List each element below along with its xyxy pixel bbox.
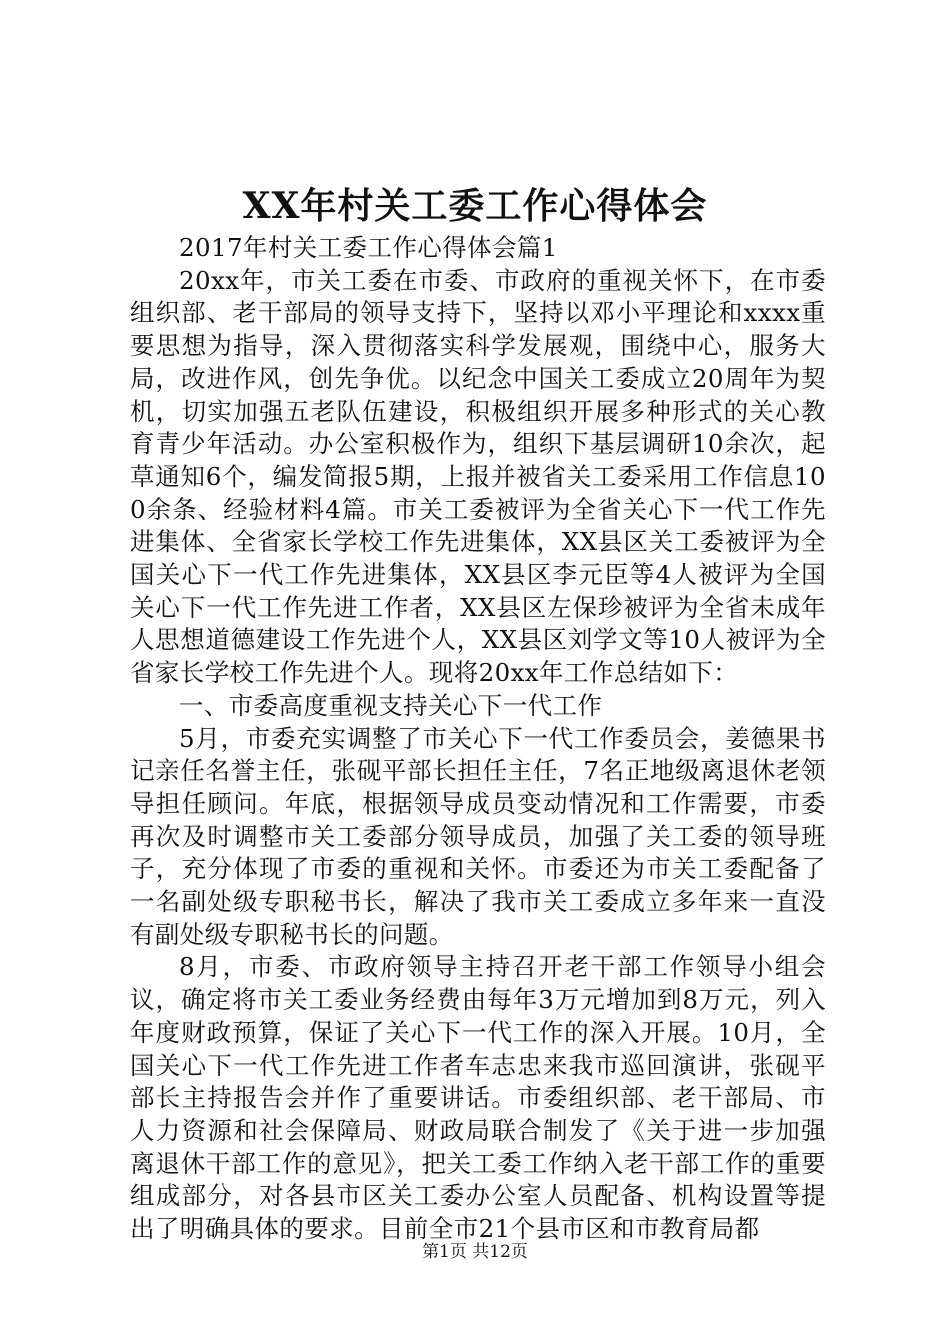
- document-body: [130, 232, 826, 1246]
- page-footer: 第1页 共12页: [422, 1242, 528, 1262]
- section-heading: 一、市委高度重视支持关心下一代工作: [179, 690, 603, 720]
- paragraph: 8月，市委、市政府领导主持召开老干部工作领导小组会议，确定将市关工委业务经费由每年3万元增加到8万元，列入年度财政预算，保证了关心下一代工作的深入开展。10月，全国关心下一代工作先进工作者车志忠来我市巡回演讲，张砚平部长主持报告会并作了重要讲话。市委组织部、老干部局、市人力资源和社会保障局、财政局联合制发了《关于进一步加强离退休干部工作的意见》，把关工委工作纳入老干部工作的重要组成部分，对各县市区关工委办公室人员配备、机构设置等提出了明确具体的要求。目前全市21个县市区和市教育局都: [130, 952, 826, 1244]
- paragraph: 20xx年，市关工委在市委、市政府的重视关怀下，在市委组织部、老干部局的领导支持下，坚持以邓小平理论和xxxx重要思想为指导，深入贯彻落实科学发展观，围绕中心，服务大局，改进作风，创先争优。以纪念中国关工委成立20周年为契机，切实加强五老队伍建设，积极组织开展多种形式的关心教育青少年活动。办公室积极作为，组织下基层调研10余次，起草通知6个，编发简报5期，上报并被省关工委采用工作信息100余条、经验材料4篇。市关工委被评为全省关心下一代工作先进集体、全省家长学校工作先进集体，XX县区关工委被评为全国关心下一代工作先进集体，XX县区李元臣等4人被评为全国关心下一代工作先进工作者，XX县区左保珍被评为全省未成年人思想道德建设工作先进个人，XX县区刘学文等10人被评为全省家长学校工作先进个人。现将20xx年工作总结如下：: [130, 265, 826, 688]
- document-title: XX年村关工委工作心得体会: [242, 185, 708, 227]
- paragraph: 5月，市委充实调整了市关心下一代工作委员会，姜德果书记亲任名誉主任，张砚平部长担任主任，7名正地级离退休老领导担任顾问。年底，根据领导成员变动情况和工作需要，市委再次及时调整市关工委部分领导成员，加强了关工委的领导班子，充分体现了市委的重视和关怀。市委还为市关工委配备了一名副处级专职秘书长，解决了我市关工委成立多年来一直没有副处级专职秘书长的问题。: [130, 723, 826, 949]
- paragraph-subtitle: 2017年村关工委工作心得体会篇1: [179, 233, 558, 262]
